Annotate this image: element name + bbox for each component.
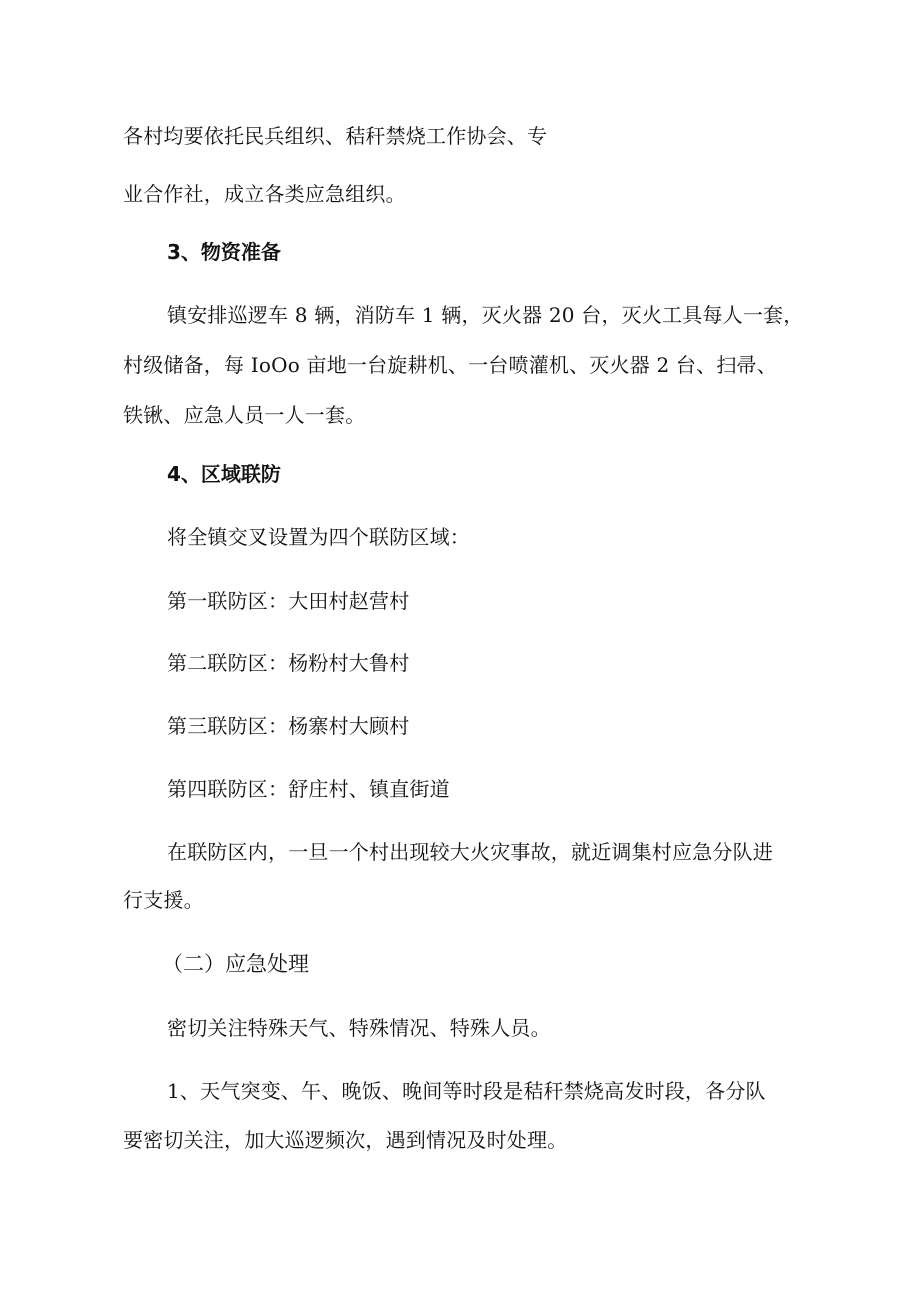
paragraph-line: 业合作社，成立各类应急组织。: [123, 182, 406, 206]
paragraph-line: 行支援。: [123, 888, 204, 912]
paragraph-line: 各村均要依托民兵组织、秸秆禁烧工作协会、专: [123, 124, 548, 148]
defense-zone-item: 第二联防区：杨粉村大鲁村: [167, 651, 410, 675]
subheading-regional-defense: 4、区域联防: [167, 462, 281, 486]
defense-zone-item: 第三联防区：杨寨村大顾村: [167, 714, 410, 738]
paragraph-line: 密切关注特殊天气、特殊情况、特殊人员。: [167, 1016, 551, 1040]
paragraph-line: 在联防区内，一旦一个村出现较大火灾事故，就近调集村应急分队进: [167, 840, 773, 864]
paragraph-line: 1、天气突变、午、晚饭、晚间等时段是秸秆禁烧高发时段，各分队: [167, 1079, 766, 1103]
subheading-material-preparation: 3、物资准备: [167, 240, 281, 264]
paragraph-line: 镇安排巡逻车 8 辆，消防车 1 辆，灭火器 20 台，灭火工具每人一套，: [167, 303, 804, 327]
defense-zone-item: 第一联防区：大田村赵营村: [167, 589, 410, 613]
paragraph-line: 铁锹、应急人员一人一套。: [123, 403, 366, 427]
paragraph-line: 将全镇交叉设置为四个联防区域：: [167, 525, 470, 549]
paragraph-line: 要密切关注，加大巡逻频次，遇到情况及时处理。: [123, 1128, 568, 1152]
defense-zone-item: 第四联防区：舒庄村、镇直街道: [167, 777, 450, 801]
paragraph-line: 村级储备，每 IoOo 亩地一台旋耕机、一台喷灌机、灭火器 2 台、扫帚、: [123, 353, 777, 377]
section-heading-emergency-handling: （二）应急处理: [162, 952, 309, 976]
